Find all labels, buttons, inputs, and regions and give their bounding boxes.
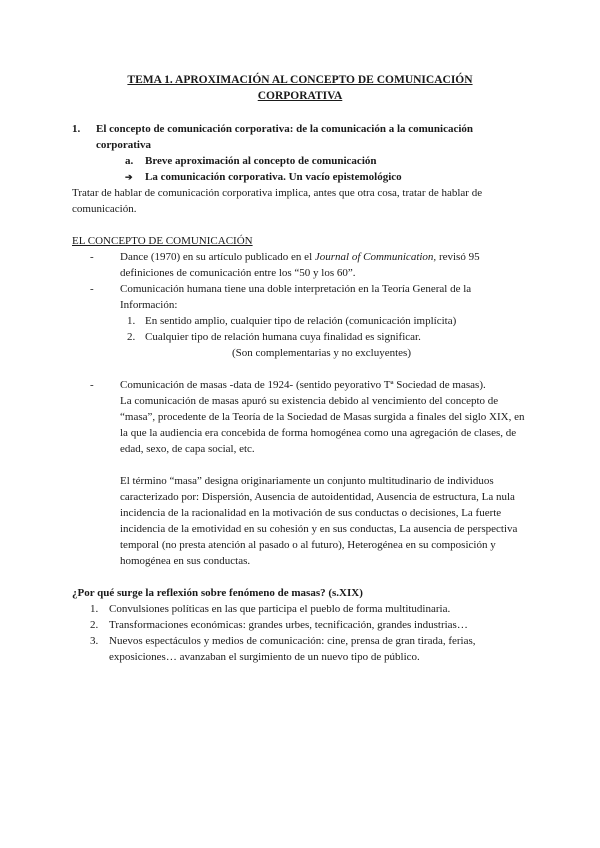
why-item-2: [90, 617, 529, 633]
subsection-arrow-text: La comunicación corporativa. Un vacío epistemológico: [145, 171, 402, 183]
why-item-3-num: 3.: [90, 635, 99, 647]
sub-item-2-num: 2.: [127, 331, 136, 343]
journal-title: Journal of Communication,: [314, 251, 437, 263]
sub-item-2-text: Cualquier tipo de relación humana cuya finalidad es significar.: [145, 331, 421, 343]
concept-item-1: [90, 249, 520, 281]
section-1-heading: [72, 121, 526, 153]
section-1-number: 1.: [72, 123, 81, 135]
item1-text-post: revisó 95 definiciones de comunicación entre los “50 y los 60”.: [120, 251, 480, 279]
masses-definition-paragraph: El término “masa” designa originariamente un conjunto multitudinario de individuos caracterizado por: Dispersión, Ausencia de autoidentidad, Ausencia de estructura, La nula incidencia de la racionalidad en la motivación de sus conductas o decisiones, La fuerte incidencia de la emotividad en su cohesión y en sus conductas, La ausencia de perspectiva temporal (no presta atención al pasado o al futuro), Heterogénea en su composición y homogénea en sus conductas.: [120, 475, 518, 567]
dash-marker: -: [90, 283, 94, 295]
why-item-1: [90, 601, 529, 617]
subsection-a-marker: a.: [125, 155, 134, 167]
dash-marker: -: [90, 379, 94, 391]
why-item-1-num: 1.: [90, 603, 99, 615]
item3-line: Comunicación de masas -data de 1924- (sentido peyorativo Tª Sociedad de masas).: [120, 379, 486, 391]
item2-text: Comunicación humana tiene una doble interpretación en la Teoría General de la Información:: [120, 283, 472, 311]
document-title: [0, 72, 600, 104]
section-1-heading-text: El concepto de comunicación corporativa: de la comunicación a la comunicación corporativa: [96, 123, 474, 151]
title-line-1: TEMA 1. APROXIMACIÓN AL CONCEPTO DE COMUNICACIÓN: [127, 74, 473, 86]
why-item-3: [90, 633, 529, 665]
sub-item-1: [127, 313, 545, 329]
subsection-a-text: Breve aproximación al concepto de comunicación: [145, 155, 377, 167]
subsection-arrow: [125, 169, 545, 185]
concept-item-3: [90, 377, 520, 393]
sub-item-1-text: En sentido amplio, cualquier tipo de relación (comunicación implícita): [145, 315, 457, 327]
concept-heading: EL CONCEPTO DE COMUNICACIÓN: [72, 235, 253, 247]
subsection-a: [125, 153, 545, 169]
sub-item-1-num: 1.: [127, 315, 136, 327]
arrow-icon: ➔: [125, 172, 133, 182]
why-item-1-text: Convulsiones políticas en las que participa el pueblo de forma multitudinaria.: [109, 603, 451, 615]
why-item-2-text: Transformaciones económicas: grandes urbes, tecnificación, grandes industrias…: [109, 619, 468, 631]
complement-note: (Son complementarias y no excluyentes): [232, 347, 412, 359]
why-item-2-num: 2.: [90, 619, 99, 631]
item1-text-pre: Dance (1970) en su artículo publicado en el: [120, 251, 315, 263]
intro-paragraph: Tratar de hablar de comunicación corporativa implica, antes que otra cosa, tratar de hablar de comunicación.: [72, 187, 483, 215]
concept-item-2: [90, 281, 520, 313]
dash-marker: -: [90, 251, 94, 263]
title-line-2: CORPORATIVA: [257, 90, 343, 102]
why-item-3-text: Nuevos espectáculos y medios de comunicación: cine, prensa de gran tirada, ferias, exposiciones… avanzaban el surgimiento de un nuevo tipo de público.: [109, 635, 476, 663]
masses-paragraph: La comunicación de masas apuró su existencia debido al vencimiento del concepto de “masa”, procedente de la Teoría de la Sociedad de Masas surgida a finales del siglo XIX, en la que la audiencia era concebida de forma homogénea como una agregación de clases, de edad, sexo, de capa social, etc.: [120, 395, 525, 455]
why-heading: ¿Por qué surge la reflexión sobre fenómeno de masas? (s.XIX): [72, 587, 363, 599]
sub-item-2: [127, 329, 545, 345]
